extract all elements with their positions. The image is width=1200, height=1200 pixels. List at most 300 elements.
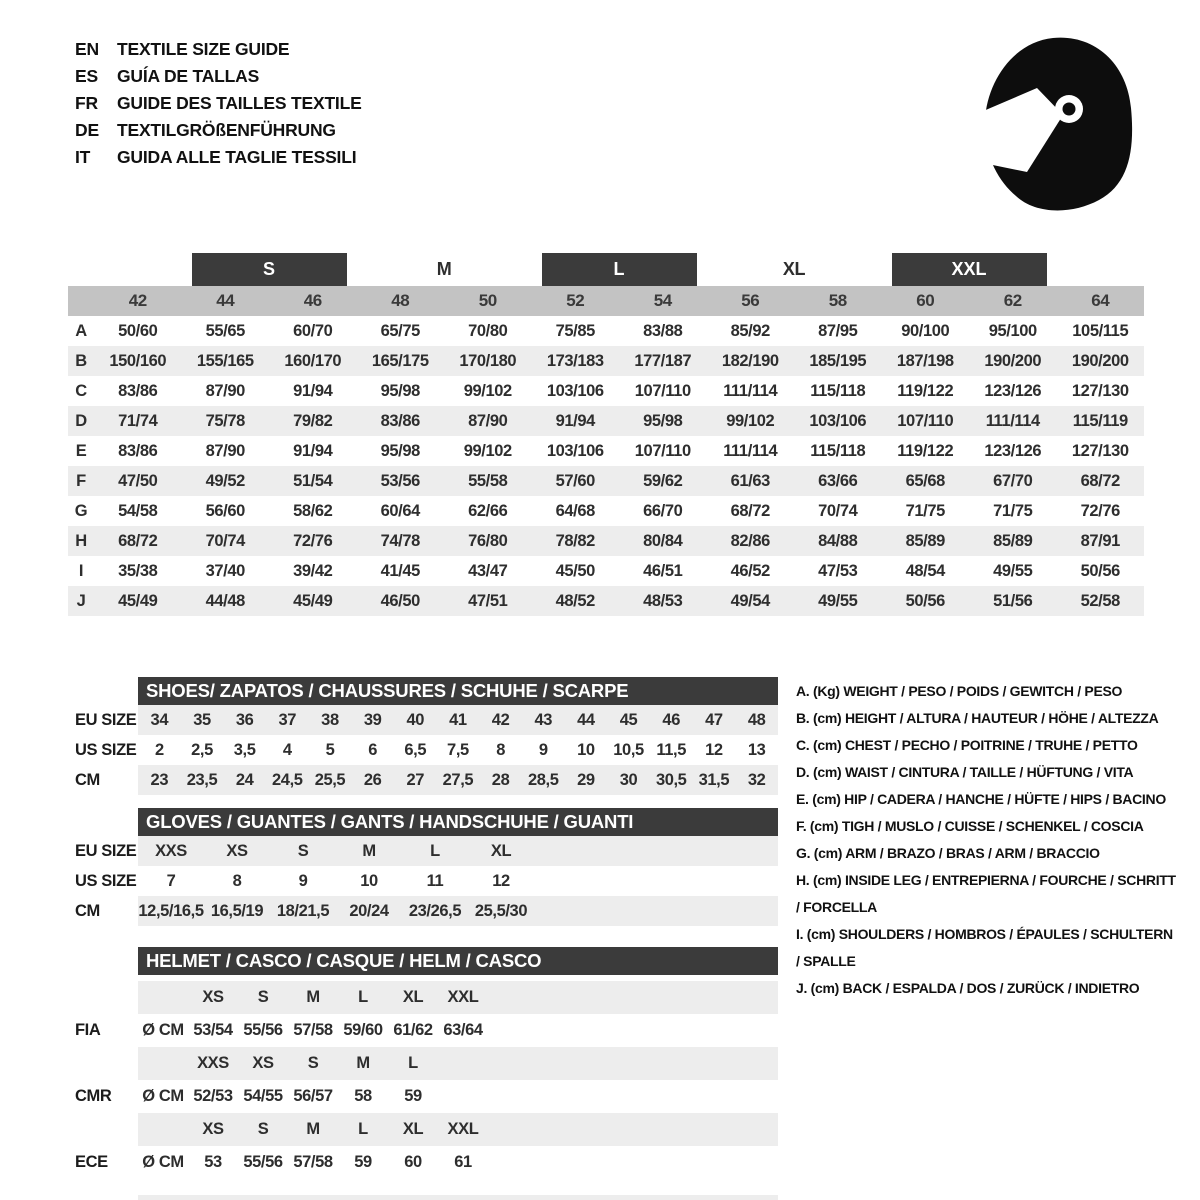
glove-us-size: 11 xyxy=(426,871,444,890)
size-value: 43/47 xyxy=(468,561,508,580)
size-value: 127/130 xyxy=(1071,381,1129,400)
standard-label: FIA xyxy=(68,1014,138,1047)
language-code: FR xyxy=(75,93,98,113)
row-label: EU SIZE xyxy=(68,705,138,735)
size-value: 71/75 xyxy=(905,501,945,520)
size-value: 99/102 xyxy=(463,441,512,460)
helmet-size-label: XXS xyxy=(188,1047,238,1080)
size-value: 111/114 xyxy=(969,406,1057,436)
helmet-size-value: 59/60 xyxy=(343,1021,383,1039)
size-value: 47/53 xyxy=(818,561,858,580)
shoe-eu-size: 37 xyxy=(266,705,309,735)
numeric-size: 58 xyxy=(794,286,882,316)
glove-eu-size: M xyxy=(336,836,402,866)
gloves-title-bar: GLOVES / GUANTES / GANTS / HANDSCHUHE / GUANTI xyxy=(138,808,778,836)
row-label: J xyxy=(68,586,94,616)
shoe-us-size: 2 xyxy=(154,740,164,759)
helmet-size-label: XS xyxy=(188,981,238,1014)
size-value: 49/55 xyxy=(993,561,1033,580)
size-value: 49/55 xyxy=(794,586,882,616)
size-value: 46/51 xyxy=(643,561,683,580)
size-value: 127/130 xyxy=(1071,441,1129,460)
glove-us-size: 10 xyxy=(360,871,378,890)
shoe-cm-size: 23 xyxy=(138,765,181,795)
legend-item: C. (cm) CHEST / PECHO / POITRINE / TRUHE / PETTO xyxy=(796,737,1138,753)
numeric-size: 44 xyxy=(182,286,270,316)
size-value: 75/78 xyxy=(182,406,270,436)
measure-row-j xyxy=(68,586,1144,616)
size-value: 111/114 xyxy=(723,441,778,460)
size-value: 119/122 xyxy=(897,441,954,460)
glove-us-size: 8 xyxy=(232,871,242,890)
size-value: 80/84 xyxy=(619,526,707,556)
size-value: 190/200 xyxy=(1057,346,1145,376)
shoe-us-size: 12 xyxy=(705,740,723,759)
size-value: 83/86 xyxy=(357,406,445,436)
size-value: 44/48 xyxy=(182,586,270,616)
size-value: 185/195 xyxy=(794,346,882,376)
size-value: 37/40 xyxy=(205,561,245,580)
shoe-us-size: 11,5 xyxy=(656,740,686,759)
shoe-us-size: 2,5 xyxy=(191,740,213,759)
row-label: C xyxy=(75,381,87,400)
helmet-size-value: 59 xyxy=(354,1153,372,1171)
size-value: 103/106 xyxy=(794,406,882,436)
size-value: 90/100 xyxy=(901,321,950,340)
shoe-cm-size: 30,5 xyxy=(650,765,693,795)
size-value: 177/187 xyxy=(619,346,707,376)
size-value: 59/62 xyxy=(619,466,707,496)
shoe-us-size: 6,5 xyxy=(404,740,427,759)
helmet-size-label: S xyxy=(238,1113,288,1146)
size-value: 46/52 xyxy=(730,561,770,580)
size-value: 65/75 xyxy=(380,321,420,340)
shoe-eu-size: 45 xyxy=(607,705,650,735)
shoe-cm-size: 31,5 xyxy=(693,765,736,795)
shoe-eu-size: 48 xyxy=(735,705,778,735)
helmet-size-value: 56/57 xyxy=(293,1087,333,1105)
shoe-us-size: 7,5 xyxy=(447,740,469,759)
row-label: E xyxy=(75,441,87,460)
size-group-xxl: XXL xyxy=(892,253,1047,286)
shoe-cm-size: 27 xyxy=(394,765,437,795)
language-guide-title: GUÍA DE TALLAS xyxy=(117,66,260,86)
size-value: 70/74 xyxy=(818,501,858,520)
size-value: 155/165 xyxy=(182,346,270,376)
size-value: 170/180 xyxy=(444,346,532,376)
glove-us-size: 7 xyxy=(166,871,176,890)
helmet-size-label: XL xyxy=(388,1113,438,1146)
size-value: 91/94 xyxy=(293,441,333,460)
size-value: 103/106 xyxy=(546,381,604,400)
gloves-eu-row xyxy=(68,836,778,866)
row-label: B xyxy=(68,346,94,376)
size-value: 60/70 xyxy=(293,321,333,340)
shoes-title-bar: SHOES/ ZAPATOS / CHAUSSURES / SCHUHE / SCARPE xyxy=(138,677,778,705)
size-value: 45/49 xyxy=(269,586,357,616)
racing-helmet-icon xyxy=(975,30,1140,220)
shoe-eu-size: 36 xyxy=(223,705,266,735)
size-value: 51/56 xyxy=(969,586,1057,616)
size-value: 49/52 xyxy=(182,466,270,496)
size-value: 72/76 xyxy=(269,526,357,556)
shoe-cm-size: 24,5 xyxy=(266,765,309,795)
helmet-size-label: XL xyxy=(388,981,438,1014)
legend-item: H. (cm) INSIDE LEG / ENTREPIERNA / FOURCHE / SCHRITT / FORCELLA xyxy=(796,872,1176,915)
size-value: 123/126 xyxy=(984,381,1042,400)
measure-row-i xyxy=(68,556,1144,586)
shoe-eu-size: 38 xyxy=(309,705,352,735)
size-value: 95/98 xyxy=(380,441,420,460)
measure-row-h xyxy=(68,526,1144,556)
shoe-eu-size: 39 xyxy=(351,705,394,735)
size-value: 87/90 xyxy=(444,406,532,436)
row-label: G xyxy=(74,501,88,520)
helmet-size-label: XXL xyxy=(438,981,488,1014)
helmet-size-label: XS xyxy=(238,1047,288,1080)
glove-eu-size: S xyxy=(270,836,336,866)
size-value: 74/78 xyxy=(357,526,445,556)
language-row xyxy=(75,117,362,144)
legend-item: J. (cm) BACK / ESPALDA / DOS / ZURÜCK / INDIETRO xyxy=(796,980,1140,996)
size-value: 105/115 xyxy=(1072,321,1129,340)
size-value: 49/54 xyxy=(707,586,795,616)
size-value: 115/118 xyxy=(810,441,866,460)
helmet-size-value: 61/62 xyxy=(393,1021,433,1039)
size-value: 52/58 xyxy=(1057,586,1145,616)
size-value: 50/56 xyxy=(1080,561,1120,580)
textile-size-table xyxy=(68,252,1144,616)
size-value: 182/190 xyxy=(707,346,795,376)
shoe-us-size: 3,5 xyxy=(233,740,256,759)
shoe-cm-size: 27,5 xyxy=(437,765,480,795)
shoe-us-size: 9 xyxy=(538,740,548,759)
shoes-title-row xyxy=(68,676,778,705)
legend-item: B. (cm) HEIGHT / ALTURA / HAUTEUR / HÖHE / ALTEZZA xyxy=(796,710,1159,726)
shoe-us-size: 6 xyxy=(368,740,377,759)
helmet-size-value: 63/64 xyxy=(443,1021,483,1039)
shoe-eu-size: 40 xyxy=(394,705,437,735)
language-row xyxy=(75,63,362,90)
glove-eu-size: L xyxy=(402,836,468,866)
legend-item: E. (cm) HIP / CADERA / HANCHE / HÜFTE / HIPS / BACINO xyxy=(796,791,1166,807)
glove-cm-size: 16,5/19 xyxy=(204,896,270,926)
standard-label: ECE xyxy=(68,1146,138,1179)
size-value: 190/200 xyxy=(969,346,1057,376)
size-value: 45/49 xyxy=(94,586,182,616)
numeric-size-row xyxy=(68,286,1144,316)
row-label: US SIZE xyxy=(68,735,138,765)
shoes-cm-row xyxy=(68,765,778,795)
size-value: 57/60 xyxy=(532,466,620,496)
size-value: 107/110 xyxy=(882,406,970,436)
helmet-size-label: L xyxy=(388,1047,438,1080)
language-row xyxy=(75,144,362,171)
size-value: 119/122 xyxy=(897,381,954,400)
size-value: 47/51 xyxy=(444,586,532,616)
size-value: 115/119 xyxy=(1057,406,1145,436)
glove-eu-size: XS xyxy=(204,836,270,866)
legend-item: D. (cm) WAIST / CINTURA / TAILLE / HÜFTUNG / VITA xyxy=(796,764,1134,780)
row-label: A xyxy=(75,321,87,340)
helmet-size-value: 57/58 xyxy=(293,1153,333,1171)
size-value: 55/58 xyxy=(444,466,532,496)
language-row xyxy=(75,36,362,63)
size-value: 91/94 xyxy=(293,381,333,400)
size-value: 50/60 xyxy=(118,321,158,340)
numeric-size: 46 xyxy=(269,286,357,316)
helmet-size-value: 52/53 xyxy=(193,1087,233,1105)
gloves-title-row xyxy=(68,807,778,836)
size-value: 87/90 xyxy=(205,441,245,460)
size-value: 187/198 xyxy=(882,346,970,376)
size-value: 95/98 xyxy=(380,381,420,400)
numeric-size: 54 xyxy=(619,286,707,316)
glove-eu-size: XL xyxy=(468,836,534,866)
size-value: 85/89 xyxy=(969,526,1057,556)
size-value: 51/54 xyxy=(269,466,357,496)
shoes-eu-row xyxy=(68,705,778,735)
numeric-size: 56 xyxy=(707,286,795,316)
language-title-list xyxy=(75,36,362,171)
size-value: 70/80 xyxy=(468,321,508,340)
row-label: CM xyxy=(68,896,138,926)
shoe-eu-size: 44 xyxy=(565,705,608,735)
shoes-us-row xyxy=(68,735,778,765)
size-value: 87/95 xyxy=(818,321,858,340)
unit-label: Ø CM xyxy=(142,1153,184,1171)
glove-cm-size: 18/21,5 xyxy=(270,896,336,926)
size-value: 46/50 xyxy=(357,586,445,616)
size-value: 48/53 xyxy=(619,586,707,616)
size-value: 87/91 xyxy=(1057,526,1145,556)
measure-row-g xyxy=(68,496,1144,526)
size-value: 62/66 xyxy=(468,501,508,520)
glove-cm-size: 23/26,5 xyxy=(402,896,468,926)
shoe-eu-size: 42 xyxy=(479,705,522,735)
shoe-eu-size: 43 xyxy=(522,705,565,735)
size-value: 85/92 xyxy=(730,321,770,340)
size-value: 65/68 xyxy=(882,466,970,496)
size-value: 99/102 xyxy=(707,406,795,436)
size-value: 85/89 xyxy=(882,526,970,556)
accessory-size-tables xyxy=(68,676,778,1200)
numeric-size: 52 xyxy=(532,286,620,316)
helmet-size-value: 53 xyxy=(204,1153,222,1171)
size-group-m: M xyxy=(436,258,452,279)
size-value: 173/183 xyxy=(532,346,620,376)
fia-sizes-row xyxy=(68,981,778,1014)
size-value: 99/102 xyxy=(463,381,512,400)
helmet-size-value: 55/56 xyxy=(243,1153,283,1171)
size-value: 56/60 xyxy=(205,501,245,520)
shoe-cm-size: 23,5 xyxy=(181,765,224,795)
helmet-size-table xyxy=(68,947,778,1179)
shoe-us-size: 10 xyxy=(577,740,595,759)
language-code: DE xyxy=(75,120,99,140)
helmet-size-label: L xyxy=(338,1113,388,1146)
size-value: 72/76 xyxy=(1080,501,1120,520)
helmet-title-row xyxy=(68,947,778,981)
size-group-l: L xyxy=(542,253,697,286)
language-code: ES xyxy=(75,66,98,86)
numeric-size: 42 xyxy=(94,286,182,316)
measure-row-d xyxy=(68,406,1144,436)
numeric-size: 60 xyxy=(882,286,970,316)
size-value: 95/100 xyxy=(988,321,1037,340)
helmet-size-value: 61 xyxy=(454,1153,472,1171)
size-value: 48/54 xyxy=(905,561,945,580)
shoe-us-size: 13 xyxy=(747,740,766,759)
shoe-cm-size: 30 xyxy=(607,765,650,795)
row-label: US SIZE xyxy=(68,866,138,896)
size-value: 103/106 xyxy=(546,441,604,460)
fia-values-row xyxy=(68,1014,778,1047)
language-row xyxy=(75,90,362,117)
numeric-size: 64 xyxy=(1057,286,1145,316)
size-value: 107/110 xyxy=(634,381,691,400)
helmet-size-value: 58 xyxy=(354,1087,372,1105)
row-label: F xyxy=(68,466,94,496)
language-guide-title: TEXTILGRÖßENFÜHRUNG xyxy=(117,120,336,140)
legend-item: G. (cm) ARM / BRAZO / BRAS / ARM / BRACCIO xyxy=(796,845,1100,861)
legend-item: I. (cm) SHOULDERS / HOMBROS / ÉPAULES / SCHULTERN / SPALLE xyxy=(796,926,1173,969)
helmet-size-label: XXL xyxy=(438,1113,488,1146)
row-label: H xyxy=(68,526,94,556)
size-value: 63/66 xyxy=(794,466,882,496)
shoes-size-table xyxy=(68,676,778,795)
size-value: 60/64 xyxy=(380,501,420,520)
helmet-size-label: S xyxy=(238,981,288,1014)
glove-cm-size: 12,5/16,5 xyxy=(138,896,204,926)
size-value: 123/126 xyxy=(984,441,1042,460)
unit-label: Ø CM xyxy=(142,1087,184,1105)
language-guide-title: GUIDE DES TAILLES TEXTILE xyxy=(117,93,362,113)
helmet-size-label: M xyxy=(288,981,338,1014)
size-value: 111/114 xyxy=(723,381,778,400)
size-group-xl: XL xyxy=(782,258,806,279)
helmet-size-value: 60 xyxy=(404,1153,422,1171)
measure-row-e xyxy=(68,436,1144,466)
size-value: 68/72 xyxy=(94,526,182,556)
shoe-cm-size: 28 xyxy=(479,765,522,795)
size-value: 54/58 xyxy=(118,501,158,520)
measurement-legend xyxy=(796,678,1176,1002)
size-group-row xyxy=(68,252,1144,286)
size-value: 67/70 xyxy=(969,466,1057,496)
size-value: 48/52 xyxy=(532,586,620,616)
size-value: 39/42 xyxy=(293,561,333,580)
gloves-cm-row xyxy=(68,896,778,926)
measure-row-c xyxy=(68,376,1144,406)
shoe-cm-size: 26 xyxy=(351,765,394,795)
helmet-size-value: 55/56 xyxy=(243,1021,283,1039)
measure-row-b xyxy=(68,346,1144,376)
gloves-size-table xyxy=(68,807,778,926)
size-value: 58/62 xyxy=(293,501,333,520)
shoe-cm-size: 28,5 xyxy=(522,765,565,795)
standard-label: CMR xyxy=(68,1080,138,1113)
size-value: 82/86 xyxy=(707,526,795,556)
helmet-size-label: M xyxy=(288,1113,338,1146)
helmet-size-value: 57/58 xyxy=(293,1021,333,1039)
language-guide-title: TEXTILE SIZE GUIDE xyxy=(117,39,290,59)
size-value: 84/88 xyxy=(794,526,882,556)
size-value: 91/94 xyxy=(532,406,620,436)
language-code: IT xyxy=(75,147,91,167)
size-value: 165/175 xyxy=(357,346,445,376)
shoe-us-size: 5 xyxy=(325,740,335,759)
size-value: 53/56 xyxy=(357,466,445,496)
size-value: 75/85 xyxy=(555,321,595,340)
row-label: D xyxy=(68,406,94,436)
helmet-size-value: 59 xyxy=(404,1087,422,1105)
size-group-s: S xyxy=(192,253,347,286)
size-value: 71/75 xyxy=(993,501,1033,520)
size-value: 70/74 xyxy=(182,526,270,556)
shoe-eu-size: 41 xyxy=(437,705,480,735)
size-value: 68/72 xyxy=(730,501,770,520)
shoe-cm-size: 25,5 xyxy=(309,765,352,795)
legend-item: F. (cm) TIGH / MUSLO / CUISSE / SCHENKEL / COSCIA xyxy=(796,818,1144,834)
shoe-eu-size: 34 xyxy=(138,705,181,735)
row-label: I xyxy=(78,561,84,580)
size-value: 115/118 xyxy=(810,381,866,400)
cropped-row-strip xyxy=(138,1195,778,1200)
shoe-cm-size: 29 xyxy=(565,765,608,795)
size-value: 45/50 xyxy=(555,561,595,580)
language-guide-title: GUIDA ALLE TAGLIE TESSILI xyxy=(117,147,357,167)
ece-values-row xyxy=(68,1146,778,1179)
legend-item: A. (Kg) WEIGHT / PESO / POIDS / GEWITCH / PESO xyxy=(796,683,1123,699)
size-value: 83/86 xyxy=(118,381,158,400)
glove-us-size: 12 xyxy=(492,871,510,890)
shoe-us-size: 4 xyxy=(282,740,292,759)
helmet-size-value: 54/55 xyxy=(243,1087,283,1105)
size-value: 76/80 xyxy=(444,526,532,556)
ece-sizes-row xyxy=(68,1113,778,1146)
size-value: 95/98 xyxy=(619,406,707,436)
size-value: 107/110 xyxy=(634,441,691,460)
row-label: EU SIZE xyxy=(68,836,138,866)
size-value: 64/68 xyxy=(555,501,595,520)
size-value: 83/88 xyxy=(643,321,683,340)
size-value: 66/70 xyxy=(643,501,683,520)
size-value: 47/50 xyxy=(94,466,182,496)
shoe-eu-size: 35 xyxy=(181,705,224,735)
size-value: 50/56 xyxy=(882,586,970,616)
size-value: 55/65 xyxy=(205,321,245,340)
cmr-values-row xyxy=(68,1080,778,1113)
row-label: CM xyxy=(68,765,138,795)
shoe-cm-size: 32 xyxy=(735,765,778,795)
size-value: 160/170 xyxy=(269,346,357,376)
helmet-size-label: S xyxy=(288,1047,338,1080)
shoe-cm-size: 24 xyxy=(223,765,266,795)
measure-row-f xyxy=(68,466,1144,496)
size-value: 150/160 xyxy=(94,346,182,376)
numeric-size: 50 xyxy=(444,286,532,316)
numeric-size: 62 xyxy=(969,286,1057,316)
size-value: 68/72 xyxy=(1057,466,1145,496)
gloves-us-row xyxy=(68,866,778,896)
glove-cm-size: 25,5/30 xyxy=(468,896,534,926)
language-code: EN xyxy=(75,39,99,59)
size-value: 78/82 xyxy=(532,526,620,556)
size-value: 41/45 xyxy=(380,561,420,580)
size-value: 83/86 xyxy=(118,441,158,460)
shoe-us-size: 8 xyxy=(496,740,505,759)
